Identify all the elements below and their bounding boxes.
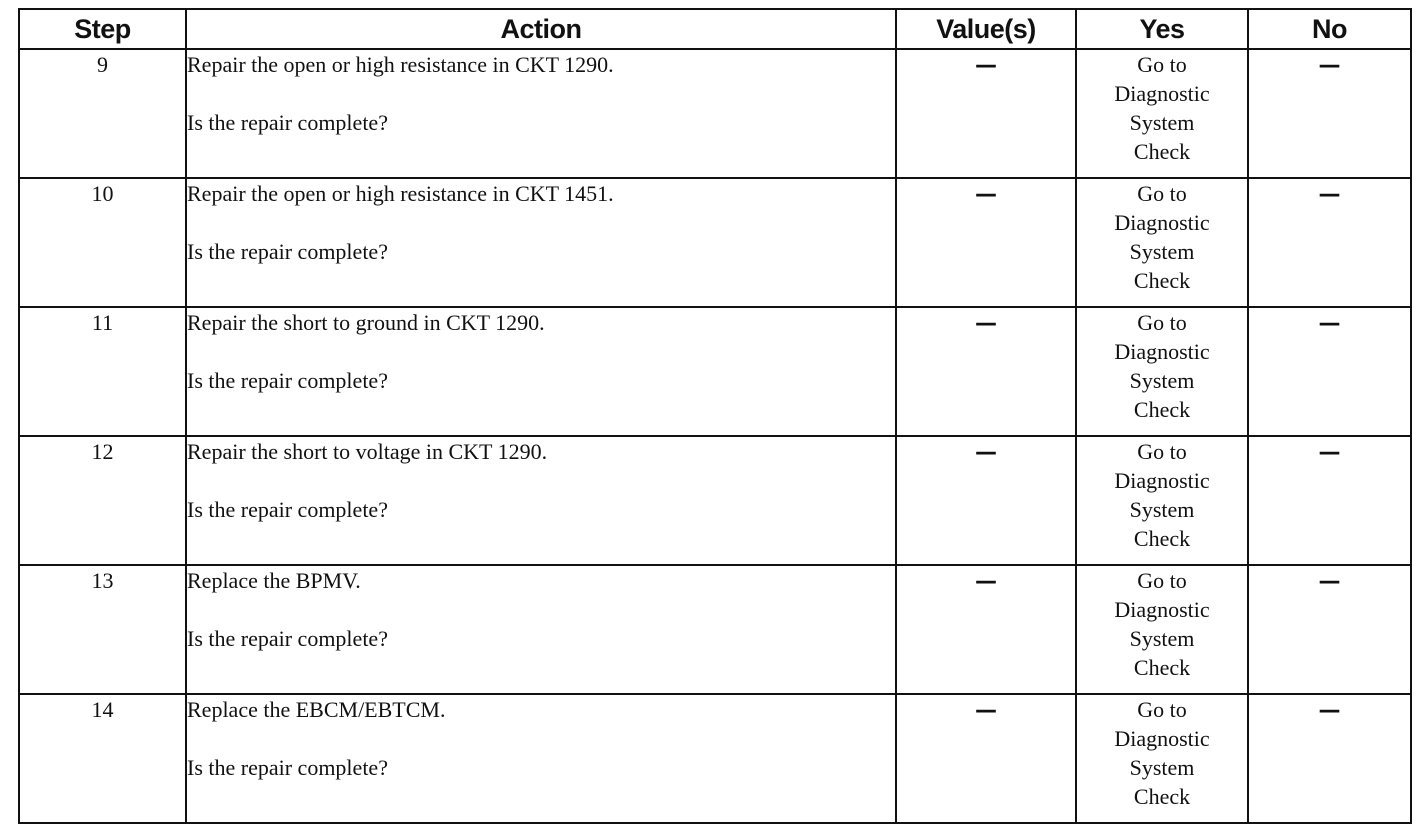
action-question: Is the repair complete? [187, 497, 388, 522]
table-row [19, 307, 1411, 436]
action-instruction: Repair the open or high resistance in CKT 1451. [187, 181, 614, 206]
table-row [19, 49, 1411, 178]
yes-action-line: Check [1133, 526, 1191, 551]
action-cell [186, 49, 896, 178]
table-row [19, 565, 1411, 694]
value-dash: — [975, 440, 997, 465]
table-row [19, 694, 1411, 823]
action-cell [186, 307, 896, 436]
yes-cell [1076, 178, 1248, 307]
action-cell [186, 565, 896, 694]
column-header-action: Action [186, 9, 896, 49]
value-cell [896, 307, 1076, 436]
action-instruction: Replace the BPMV. [187, 568, 361, 593]
action-question: Is the repair complete? [187, 626, 388, 651]
yes-cell [1076, 565, 1248, 694]
no-dash: — [1318, 569, 1341, 594]
action-cell [186, 178, 896, 307]
yes-action-line: Check [1133, 397, 1191, 422]
no-dash: — [1318, 440, 1341, 465]
yes-action-line: System [1129, 755, 1195, 780]
no-dash: — [1318, 311, 1341, 336]
yes-action-line: Go to [1137, 568, 1187, 593]
action-cell [186, 436, 896, 565]
action-question: Is the repair complete? [187, 239, 388, 264]
value-cell [896, 49, 1076, 178]
diagnostic-table [18, 8, 1412, 824]
step-number: 13 [19, 565, 186, 694]
header-row [19, 9, 1411, 49]
value-dash: — [975, 569, 997, 594]
yes-cell [1076, 436, 1248, 565]
yes-action-line: Go to [1137, 181, 1187, 206]
column-header-yes: Yes [1076, 9, 1248, 49]
column-header-step: Step [19, 9, 186, 49]
column-header-values: Value(s) [896, 9, 1076, 49]
action-instruction: Repair the short to voltage in CKT 1290. [187, 439, 548, 464]
yes-action-line: System [1129, 497, 1195, 522]
yes-action-line: Diagnostic [1114, 468, 1210, 493]
yes-action-line: Check [1133, 268, 1191, 293]
yes-action-line: Go to [1137, 439, 1187, 464]
yes-action-line: System [1129, 626, 1195, 651]
value-cell [896, 694, 1076, 823]
no-cell [1248, 565, 1411, 694]
step-number: 10 [19, 178, 186, 307]
value-cell [896, 565, 1076, 694]
no-cell [1248, 49, 1411, 178]
yes-action-line: System [1129, 110, 1195, 135]
step-number: 11 [19, 307, 186, 436]
action-question: Is the repair complete? [187, 755, 388, 780]
action-question: Is the repair complete? [187, 110, 388, 135]
yes-action-line: System [1129, 239, 1195, 264]
value-cell [896, 436, 1076, 565]
column-header-no: No [1248, 9, 1411, 49]
no-cell [1248, 436, 1411, 565]
yes-cell [1076, 49, 1248, 178]
value-dash: — [975, 698, 997, 723]
value-dash: — [975, 53, 997, 78]
table-body [19, 49, 1411, 823]
no-dash: — [1318, 698, 1341, 723]
yes-action-line: Check [1133, 139, 1191, 164]
yes-action-line: Diagnostic [1114, 726, 1210, 751]
yes-action-line: Check [1133, 655, 1191, 680]
table-row [19, 436, 1411, 565]
yes-action-line: Go to [1137, 52, 1187, 77]
yes-action-line: System [1129, 368, 1195, 393]
no-dash: — [1318, 182, 1341, 207]
value-dash: — [975, 311, 997, 336]
step-number: 12 [19, 436, 186, 565]
action-question: Is the repair complete? [187, 368, 388, 393]
table-header [19, 9, 1411, 49]
yes-action-line: Diagnostic [1114, 597, 1210, 622]
action-instruction: Replace the EBCM/EBTCM. [187, 697, 446, 722]
step-number: 9 [19, 49, 186, 178]
value-dash: — [975, 182, 997, 207]
no-cell [1248, 694, 1411, 823]
value-cell [896, 178, 1076, 307]
yes-action-line: Go to [1137, 697, 1187, 722]
yes-action-line: Diagnostic [1114, 210, 1210, 235]
no-cell [1248, 178, 1411, 307]
yes-action-line: Diagnostic [1114, 81, 1210, 106]
no-cell [1248, 307, 1411, 436]
action-instruction: Repair the open or high resistance in CKT 1290. [187, 52, 614, 77]
yes-action-line: Go to [1137, 310, 1187, 335]
no-dash: — [1318, 53, 1341, 78]
action-instruction: Repair the short to ground in CKT 1290. [187, 310, 545, 335]
yes-cell [1076, 694, 1248, 823]
diagnostic-table-sheet [18, 8, 1410, 826]
step-number: 14 [19, 694, 186, 823]
yes-action-line: Diagnostic [1114, 339, 1210, 364]
yes-action-line: Check [1133, 784, 1191, 809]
table-row [19, 178, 1411, 307]
action-cell [186, 694, 896, 823]
yes-cell [1076, 307, 1248, 436]
